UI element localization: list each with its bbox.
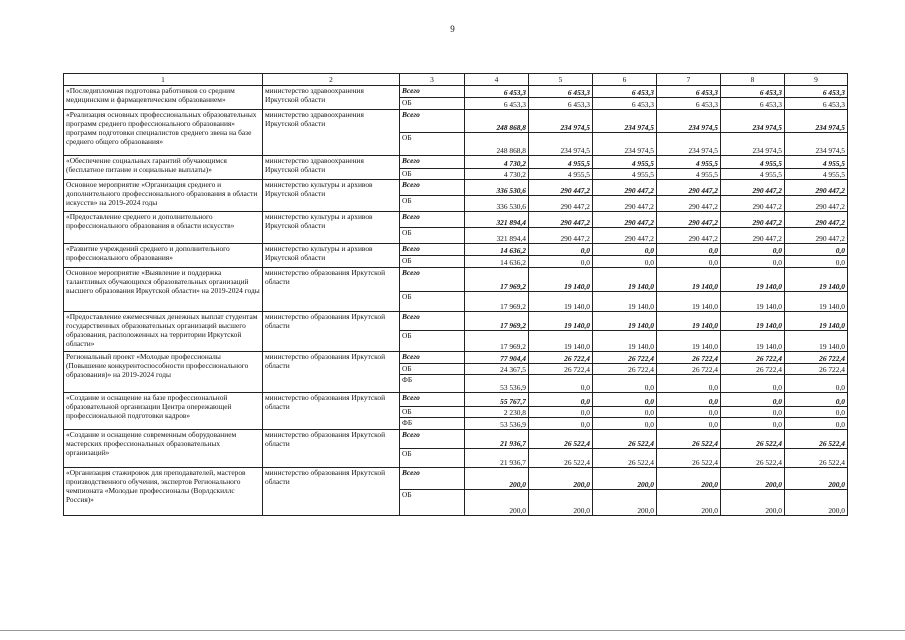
amount-cell: 290 447,2 [529, 196, 593, 212]
amount-cell: 19 140,0 [593, 331, 657, 352]
amount-cell: 200,0 [785, 468, 848, 490]
responsible-executor-cell: министерство образования Иркутской области [263, 430, 400, 468]
amount-cell: 0,0 [721, 244, 785, 256]
amount-cell: 0,0 [657, 418, 721, 430]
table-row [64, 110, 848, 133]
amount-cell: 6 453,3 [465, 98, 529, 110]
amount-cell: 6 453,3 [785, 98, 848, 110]
amount-cell: 234 974,5 [657, 133, 721, 156]
amount-cell: 234 974,5 [593, 110, 657, 133]
page-bottom-rule [0, 630, 905, 631]
amount-cell: 0,0 [593, 418, 657, 430]
amount-cell: 17 969,2 [465, 292, 529, 312]
funding-source-cell: Всего [400, 268, 465, 292]
table-row [64, 468, 848, 490]
amount-cell: 0,0 [721, 393, 785, 407]
amount-cell: 19 140,0 [785, 292, 848, 312]
amount-cell: 26 522,4 [721, 449, 785, 468]
amount-cell: 26 522,4 [721, 430, 785, 449]
amount-cell: 290 447,2 [785, 180, 848, 196]
amount-cell: 4 955,5 [721, 169, 785, 180]
measure-name-cell: «Реализация основных профессиональных образовательных программ среднего профессионального образования» программ подготовки специалистов среднего звена на базе среднего общего образования» [64, 110, 263, 156]
amount-cell: 290 447,2 [593, 196, 657, 212]
amount-cell: 200,0 [465, 468, 529, 490]
amount-cell: 0,0 [593, 244, 657, 256]
amount-cell: 19 140,0 [593, 268, 657, 292]
amount-cell: 290 447,2 [785, 212, 848, 228]
table-row [64, 244, 848, 256]
funding-source-cell: Всего [400, 430, 465, 449]
amount-cell: 4 955,5 [785, 169, 848, 180]
amount-cell: 200,0 [785, 490, 848, 516]
amount-cell: 21 936,7 [465, 449, 529, 468]
amount-cell: 26 722,4 [529, 352, 593, 364]
amount-cell: 4 955,5 [785, 156, 848, 169]
funding-source-cell: Всего [400, 468, 465, 490]
amount-cell: 0,0 [785, 393, 848, 407]
amount-cell: 290 447,2 [529, 228, 593, 244]
funding-source-cell: ОБ [400, 490, 465, 516]
amount-cell: 200,0 [465, 490, 529, 516]
amount-cell: 248 868,8 [465, 133, 529, 156]
amount-cell: 200,0 [657, 468, 721, 490]
column-header: 5 [529, 74, 593, 86]
amount-cell: 0,0 [593, 393, 657, 407]
amount-cell: 4 955,5 [657, 169, 721, 180]
amount-cell: 4 955,5 [529, 156, 593, 169]
amount-cell: 26 722,4 [721, 352, 785, 364]
amount-cell: 26 722,4 [785, 364, 848, 375]
amount-cell: 55 767,7 [465, 393, 529, 407]
column-header: 8 [721, 74, 785, 86]
amount-cell: 0,0 [785, 418, 848, 430]
amount-cell: 21 936,7 [465, 430, 529, 449]
measure-name-cell: «Предоставление ежемесячных денежных выплат студентам государственных образовательных организаций высшего образования, расположенных на территории Иркутской области» [64, 312, 263, 352]
amount-cell: 234 974,5 [529, 133, 593, 156]
column-header: 4 [465, 74, 529, 86]
amount-cell: 26 522,4 [657, 430, 721, 449]
amount-cell: 19 140,0 [657, 292, 721, 312]
table-row [64, 180, 848, 196]
amount-cell: 26 522,4 [593, 449, 657, 468]
amount-cell: 0,0 [721, 418, 785, 430]
amount-cell: 290 447,2 [785, 196, 848, 212]
amount-cell: 200,0 [721, 490, 785, 516]
amount-cell: 19 140,0 [593, 312, 657, 331]
table-row [64, 86, 848, 98]
amount-cell: 26 722,4 [593, 364, 657, 375]
funding-source-cell: ОБ [400, 196, 465, 212]
amount-cell: 290 447,2 [721, 212, 785, 228]
amount-cell: 6 453,3 [529, 86, 593, 98]
amount-cell: 77 904,4 [465, 352, 529, 364]
amount-cell: 26 522,4 [593, 430, 657, 449]
amount-cell: 200,0 [529, 468, 593, 490]
amount-cell: 14 636,2 [465, 256, 529, 268]
funding-source-cell: ОБ [400, 133, 465, 156]
amount-cell: 19 140,0 [657, 331, 721, 352]
amount-cell: 0,0 [657, 256, 721, 268]
amount-cell: 19 140,0 [593, 292, 657, 312]
amount-cell: 4 955,5 [657, 156, 721, 169]
amount-cell: 19 140,0 [657, 268, 721, 292]
amount-cell: 6 453,3 [529, 98, 593, 110]
amount-cell: 6 453,3 [721, 86, 785, 98]
amount-cell: 19 140,0 [721, 312, 785, 331]
measure-name-cell: «Последипломная подготовка работников со средним медицинским и фармацевтическим образованием» [64, 86, 263, 110]
column-header: 9 [785, 74, 848, 86]
amount-cell: 26 722,4 [657, 364, 721, 375]
table-row [64, 430, 848, 449]
amount-cell: 26 522,4 [785, 430, 848, 449]
measure-name-cell: «Развитие учреждений среднего и дополнительного профессионального образования» [64, 244, 263, 268]
column-header: 1 [64, 74, 263, 86]
responsible-executor-cell: министерство культуры и архивов Иркутской области [263, 212, 400, 244]
amount-cell: 290 447,2 [721, 196, 785, 212]
amount-cell: 53 536,9 [465, 375, 529, 393]
amount-cell: 0,0 [593, 375, 657, 393]
amount-cell: 200,0 [593, 490, 657, 516]
amount-cell: 19 140,0 [785, 312, 848, 331]
amount-cell: 4 955,5 [593, 169, 657, 180]
amount-cell: 6 453,3 [593, 98, 657, 110]
funding-source-cell: ОБ [400, 364, 465, 375]
amount-cell: 290 447,2 [657, 212, 721, 228]
amount-cell: 26 522,4 [529, 430, 593, 449]
amount-cell: 17 969,2 [465, 312, 529, 331]
amount-cell: 234 974,5 [593, 133, 657, 156]
measure-name-cell: «Создание и оснащение на базе профессиональной образовательной организации Центра опережающей профессиональной подготовки кадров» [64, 393, 263, 430]
amount-cell: 290 447,2 [529, 212, 593, 228]
funding-source-cell: ФБ [400, 375, 465, 393]
funding-source-cell: ОБ [400, 169, 465, 180]
amount-cell: 19 140,0 [529, 292, 593, 312]
amount-cell: 200,0 [721, 468, 785, 490]
amount-cell: 0,0 [657, 393, 721, 407]
amount-cell: 26 722,4 [785, 352, 848, 364]
funding-source-cell: Всего [400, 352, 465, 364]
funding-source-cell: Всего [400, 86, 465, 98]
amount-cell: 0,0 [529, 407, 593, 418]
measure-name-cell: Основное мероприятие «Выявление и поддержка талантливых обучающихся образовательных организаций высшего образования Иркутской области» на 2019-2024 годы [64, 268, 263, 312]
funding-source-cell: Всего [400, 244, 465, 256]
amount-cell: 200,0 [593, 468, 657, 490]
amount-cell: 290 447,2 [721, 180, 785, 196]
amount-cell: 4 955,5 [721, 156, 785, 169]
funding-source-cell: Всего [400, 212, 465, 228]
responsible-executor-cell: министерство здравоохранения Иркутской области [263, 86, 400, 110]
amount-cell: 290 447,2 [593, 228, 657, 244]
amount-cell: 321 894,4 [465, 228, 529, 244]
amount-cell: 234 974,5 [721, 133, 785, 156]
amount-cell: 0,0 [785, 256, 848, 268]
amount-cell: 0,0 [721, 407, 785, 418]
amount-cell: 0,0 [785, 407, 848, 418]
amount-cell: 0,0 [657, 244, 721, 256]
amount-cell: 19 140,0 [721, 268, 785, 292]
column-header: 6 [593, 74, 657, 86]
amount-cell: 0,0 [721, 256, 785, 268]
amount-cell: 19 140,0 [529, 268, 593, 292]
amount-cell: 4 955,5 [593, 156, 657, 169]
amount-cell: 234 974,5 [529, 110, 593, 133]
table-row [64, 156, 848, 169]
funding-source-cell: ОБ [400, 292, 465, 312]
amount-cell: 0,0 [593, 407, 657, 418]
amount-cell: 321 894,4 [465, 212, 529, 228]
responsible-executor-cell: министерство культуры и архивов Иркутской области [263, 180, 400, 212]
responsible-executor-cell: министерство образования Иркутской области [263, 312, 400, 352]
amount-cell: 26 722,4 [593, 352, 657, 364]
measure-name-cell: «Создание и оснащение современным оборудованием мастерских профессиональных образовательных организаций» [64, 430, 263, 468]
page-number: 9 [450, 24, 455, 34]
amount-cell: 6 453,3 [721, 98, 785, 110]
amount-cell: 19 140,0 [529, 312, 593, 331]
amount-cell: 290 447,2 [657, 196, 721, 212]
amount-cell: 0,0 [529, 418, 593, 430]
funding-source-cell: ОБ [400, 228, 465, 244]
funding-source-cell: Всего [400, 180, 465, 196]
funding-source-cell: Всего [400, 312, 465, 331]
measure-name-cell: Региональный проект «Молодые профессионалы (Повышение конкурентоспособности профессионального образования)» на 2019-2024 годы [64, 352, 263, 393]
responsible-executor-cell: министерство образования Иркутской области [263, 268, 400, 312]
table-row [64, 212, 848, 228]
funding-source-cell: ФБ [400, 418, 465, 430]
table-row [64, 352, 848, 364]
amount-cell: 17 969,2 [465, 268, 529, 292]
amount-cell: 234 974,5 [721, 110, 785, 133]
amount-cell: 19 140,0 [657, 312, 721, 331]
amount-cell: 6 453,3 [785, 86, 848, 98]
funding-source-cell: Всего [400, 110, 465, 133]
column-header: 3 [400, 74, 465, 86]
amount-cell: 26 722,4 [657, 352, 721, 364]
amount-cell: 0,0 [785, 244, 848, 256]
amount-cell: 19 140,0 [721, 292, 785, 312]
amount-cell: 19 140,0 [529, 331, 593, 352]
responsible-executor-cell: министерство образования Иркутской области [263, 352, 400, 393]
measure-name-cell: «Обеспечение социальных гарантий обучающимся (бесплатное питание и социальные выплаты)» [64, 156, 263, 180]
amount-cell: 290 447,2 [593, 212, 657, 228]
funding-source-cell: ОБ [400, 407, 465, 418]
amount-cell: 6 453,3 [657, 86, 721, 98]
amount-cell: 0,0 [657, 407, 721, 418]
amount-cell: 26 522,4 [529, 449, 593, 468]
amount-cell: 0,0 [721, 375, 785, 393]
amount-cell: 200,0 [529, 490, 593, 516]
column-header: 2 [263, 74, 400, 86]
funding-source-cell: ОБ [400, 331, 465, 352]
amount-cell: 234 974,5 [657, 110, 721, 133]
amount-cell: 0,0 [529, 244, 593, 256]
funding-source-cell: ОБ [400, 449, 465, 468]
responsible-executor-cell: министерство культуры и архивов Иркутской области [263, 244, 400, 268]
amount-cell: 26 522,4 [785, 449, 848, 468]
table-row [64, 312, 848, 331]
responsible-executor-cell: министерство здравоохранения Иркутской области [263, 110, 400, 156]
amount-cell: 0,0 [657, 375, 721, 393]
header-row [64, 74, 848, 86]
amount-cell: 26 722,4 [529, 364, 593, 375]
amount-cell: 290 447,2 [785, 228, 848, 244]
amount-cell: 6 453,3 [465, 86, 529, 98]
amount-cell: 336 530,6 [465, 180, 529, 196]
amount-cell: 2 230,8 [465, 407, 529, 418]
amount-cell: 19 140,0 [785, 331, 848, 352]
amount-cell: 248 868,8 [465, 110, 529, 133]
amount-cell: 4 730,2 [465, 156, 529, 169]
amount-cell: 0,0 [785, 375, 848, 393]
amount-cell: 24 367,5 [465, 364, 529, 375]
funding-source-cell: Всего [400, 393, 465, 407]
amount-cell: 17 969,2 [465, 331, 529, 352]
amount-cell: 290 447,2 [657, 180, 721, 196]
amount-cell: 26 522,4 [657, 449, 721, 468]
amount-cell: 4 955,5 [529, 169, 593, 180]
amount-cell: 200,0 [657, 490, 721, 516]
amount-cell: 19 140,0 [785, 268, 848, 292]
table-row [64, 268, 848, 292]
funding-source-cell: Всего [400, 156, 465, 169]
amount-cell: 290 447,2 [721, 228, 785, 244]
responsible-executor-cell: министерство здравоохранения Иркутской области [263, 156, 400, 180]
amount-cell: 234 974,5 [785, 110, 848, 133]
amount-cell: 290 447,2 [657, 228, 721, 244]
measure-name-cell: «Предоставление среднего и дополнительного профессионального образования в области искусств» [64, 212, 263, 244]
budget-table [63, 73, 848, 516]
amount-cell: 0,0 [593, 256, 657, 268]
funding-source-cell: ОБ [400, 256, 465, 268]
amount-cell: 234 974,5 [785, 133, 848, 156]
column-header: 7 [657, 74, 721, 86]
amount-cell: 0,0 [529, 256, 593, 268]
amount-cell: 14 636,2 [465, 244, 529, 256]
amount-cell: 19 140,0 [721, 331, 785, 352]
amount-cell: 0,0 [529, 375, 593, 393]
amount-cell: 0,0 [529, 393, 593, 407]
responsible-executor-cell: министерство образования Иркутской области [263, 393, 400, 430]
amount-cell: 26 722,4 [721, 364, 785, 375]
amount-cell: 290 447,2 [529, 180, 593, 196]
measure-name-cell: «Организация стажировок для преподавателей, мастеров производственного обучения, экспертов Регионального чемпионата «Молодые профессионалы (Ворлдскиллс Россия)» [64, 468, 263, 516]
amount-cell: 4 730,2 [465, 169, 529, 180]
amount-cell: 6 453,3 [657, 98, 721, 110]
responsible-executor-cell: министерство образования Иркутской области [263, 468, 400, 516]
amount-cell: 290 447,2 [593, 180, 657, 196]
table-row [64, 393, 848, 407]
amount-cell: 6 453,3 [593, 86, 657, 98]
amount-cell: 53 536,9 [465, 418, 529, 430]
funding-source-cell: ОБ [400, 98, 465, 110]
measure-name-cell: Основное мероприятие «Организация среднего и дополнительного профессионального образования в области искусств» на 2019-2024 годы [64, 180, 263, 212]
amount-cell: 336 530,6 [465, 196, 529, 212]
